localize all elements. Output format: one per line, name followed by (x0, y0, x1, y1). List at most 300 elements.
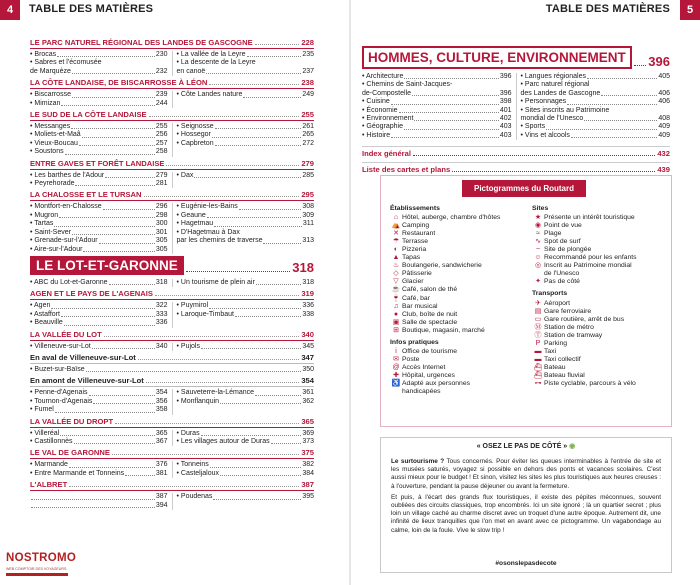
pictogram-item (532, 380, 667, 388)
leader-dots (212, 137, 301, 138)
leader-dots (86, 371, 302, 372)
entry-label: • Tartas (30, 220, 54, 228)
entry-label: • La descente de la Leyre (176, 59, 256, 67)
toc-entry (30, 246, 168, 254)
toc-entry (30, 100, 168, 108)
entry-page: 261 (302, 123, 314, 131)
entry-columns (362, 71, 670, 142)
entry-columns (30, 428, 314, 449)
entry-page: 336 (155, 319, 168, 327)
entry-label: • Vins et alcools (520, 131, 570, 139)
leader-dots (60, 435, 155, 436)
section-title: En amont de Villeneuve-sur-Lot (30, 376, 144, 386)
pictogram-icon: ≈ (536, 230, 540, 238)
entry-page: 403 (499, 123, 512, 131)
entry-page: 237 (302, 67, 314, 75)
entry-column (172, 343, 315, 351)
left-header (0, 0, 350, 22)
entry-column (172, 172, 315, 189)
section-title: LA CÔTE LANDAISE, DE BISCARROSSE À LÉON (30, 78, 208, 88)
entry-page: 340 (155, 342, 168, 350)
pictogram-item (390, 246, 525, 254)
entry-label: • Messanges (30, 123, 71, 131)
leader-dots (74, 443, 155, 444)
leader-dots (601, 95, 657, 96)
entry-column (172, 279, 315, 287)
pictogram-item (390, 303, 525, 311)
toc-entry (30, 212, 168, 220)
toc-entry (362, 115, 512, 123)
toc-entry (362, 73, 512, 81)
toc-section (30, 417, 314, 449)
entry-label: par les chemins de traverse (176, 237, 263, 245)
entry-page: 394 (155, 501, 168, 509)
leader-dots (452, 171, 655, 172)
entry-label: • Penne-d'Agenais (30, 389, 88, 397)
section-page: 319 (301, 289, 314, 299)
pictogram-group-heading: Établissements (390, 205, 440, 212)
leader-dots (571, 137, 657, 138)
entry-label: • Parc naturel régional (520, 81, 590, 89)
section-title: LA VALLÉE DU LOT (30, 329, 102, 339)
entry-page: 336 (302, 302, 314, 310)
leader-dots (103, 209, 155, 210)
pictogram-item (390, 380, 525, 388)
entry-label: • Économie (362, 106, 398, 114)
region-heading (30, 256, 314, 275)
index-label: Index général (362, 149, 411, 159)
entry-columns (30, 201, 314, 255)
toc-entry (521, 98, 671, 106)
toc-right (362, 40, 670, 174)
entry-page: 311 (302, 220, 314, 228)
leader-dots (109, 284, 155, 285)
entry-label: • Vieux-Boucau (30, 139, 78, 147)
entry-page: 398 (499, 98, 512, 106)
section-title: ENTRE GAVES ET FORÊT LANDAISE (30, 158, 165, 168)
entry-page: 232 (155, 67, 168, 75)
pictogram-label: Présente un intérêt touristique (544, 214, 635, 222)
toc-entry (30, 279, 168, 287)
toc-entry (521, 90, 671, 98)
toc-entry (362, 132, 512, 140)
section-heading (30, 376, 314, 387)
toc-entry (177, 68, 315, 76)
toc-entry (362, 123, 512, 131)
section-page: 238 (301, 78, 314, 88)
entry-page: 296 (155, 203, 168, 211)
entry-columns (30, 277, 314, 289)
section-page: 387 (301, 480, 314, 490)
index-link (362, 162, 670, 174)
pictogram-item (532, 316, 667, 324)
pictogram-label: Terrasse (402, 238, 429, 246)
pictogram-label: Pizzeria (402, 246, 427, 254)
leader-dots (125, 475, 155, 476)
entry-label: • Hagetmau (176, 220, 214, 228)
toc-section (30, 38, 314, 78)
entry-label: • Castillonnès (30, 437, 73, 445)
toc-entry (30, 229, 168, 237)
pictogram-label: Boulangerie, sandwicherie (402, 262, 482, 270)
entry-columns (30, 89, 314, 110)
index-page: 439 (657, 165, 670, 175)
toc-entry (362, 81, 512, 89)
entry-column (172, 389, 315, 414)
entry-label: • Laroque-Timbaut (176, 310, 234, 318)
entry-page: 244 (155, 99, 168, 107)
toc-section (30, 448, 314, 480)
pictogram-item (532, 332, 667, 340)
leader-dots (207, 217, 302, 218)
toc-entry (30, 123, 168, 131)
index-link (362, 146, 670, 158)
leader-dots (584, 120, 657, 121)
pictogram-item (390, 388, 525, 396)
entry-page: 396 (499, 89, 512, 97)
pictogram-icon: ⛴ (533, 363, 543, 371)
toc-entry (177, 438, 315, 446)
toc-entry (177, 91, 315, 99)
toc-entry (30, 220, 168, 228)
pictogram-icon: ⛺ (391, 222, 401, 230)
entry-label: • Peyrehorade (30, 180, 75, 188)
entry-label: • Marmande (30, 461, 68, 469)
section-title: En aval de Villeneuve-sur-Lot (30, 352, 136, 362)
pictogram-label: Recommandé pour les enfants (544, 254, 637, 262)
leader-dots (546, 129, 657, 130)
leader-dots (104, 330, 300, 337)
entry-label: • Soustons (30, 148, 64, 156)
entry-page: 345 (302, 342, 314, 350)
toc-entry (30, 59, 168, 67)
pictogram-label: Gare ferroviaire (544, 307, 592, 315)
entry-label: • Capbreton (176, 139, 214, 147)
entry-label: • Personnages (520, 98, 567, 106)
leader-dots (55, 412, 155, 413)
entry-column (172, 461, 315, 478)
toc-entry (30, 502, 168, 510)
entry-label: mondial de l'Unesco (520, 115, 584, 123)
pictogram-item (532, 348, 667, 356)
section-title: LE PARC NATUREL RÉGIONAL DES LANDES DE GASCOGNE (30, 38, 253, 47)
pictogram-item (390, 356, 525, 364)
toc-entry (30, 430, 168, 438)
pictogram-legend-title: Pictogrammes du Routard (462, 180, 586, 197)
entry-columns (30, 49, 314, 78)
pictogram-item (390, 214, 525, 222)
pictogram-item (532, 356, 667, 364)
entry-page: 272 (302, 139, 314, 147)
page-number: 5 (680, 0, 700, 20)
entry-page: 406 (658, 98, 670, 106)
entry-page: 387 (155, 493, 168, 501)
entry-column (30, 461, 168, 478)
entry-column (30, 343, 168, 351)
entry-page: 318 (155, 278, 168, 286)
leader-dots (59, 217, 155, 218)
entry-page: 249 (302, 91, 314, 99)
toc-entry (30, 51, 168, 59)
pictogram-icon: ☺ (534, 254, 542, 262)
toc-entry (177, 430, 315, 438)
toc-entry (30, 461, 168, 469)
section-heading (30, 38, 314, 49)
toc-entry (30, 366, 314, 374)
pictogram-icon: ✕ (393, 230, 399, 238)
toc-section (30, 190, 314, 255)
entry-label: • Geaune (176, 211, 206, 219)
pictogram-label: Point de vue (544, 222, 582, 230)
region-title: LE LOT-ET-GARONNE (30, 256, 184, 275)
pictogram-icon: ▤ (534, 307, 542, 315)
leader-dots (220, 475, 301, 476)
leader-dots (391, 104, 499, 105)
entry-page: 409 (658, 131, 670, 139)
entry-label: • Mimizan (30, 99, 61, 107)
entry-column (30, 279, 168, 287)
section-heading (30, 330, 314, 341)
entry-page: 333 (155, 310, 168, 318)
pictogram-icon: ★ (534, 214, 542, 222)
entry-label: • Biscarrosse (30, 91, 71, 99)
entry-columns (30, 121, 314, 159)
pictogram-item (532, 308, 667, 316)
pictogram-label: Bar musical (402, 302, 438, 310)
leader-dots (413, 155, 655, 156)
pictogram-label: de l'Unesco (544, 270, 580, 278)
entry-page: 301 (155, 228, 168, 236)
entry-label: de Marquèze (30, 67, 71, 75)
toc-entry (30, 237, 168, 245)
entry-page: 401 (499, 106, 512, 114)
entry-page: 338 (302, 310, 314, 318)
toc-entry (177, 470, 315, 478)
section-heading (30, 417, 314, 428)
pictogram-item (390, 286, 525, 294)
entry-label: • La vallée de la Leyre (176, 51, 246, 58)
toc-entry (521, 123, 671, 131)
toc-left (30, 38, 314, 512)
entry-column (30, 123, 168, 157)
entry-column (362, 73, 512, 140)
entry-page: 408 (658, 115, 670, 123)
leader-dots (57, 56, 155, 57)
pictogram-group-heading: Infos pratiques (390, 338, 439, 346)
section-title: LA CHALOSSE ET LE TURSAN (30, 190, 142, 200)
pictogram-icon: ♫ (393, 302, 399, 310)
leader-dots (92, 348, 155, 349)
section-page: 365 (301, 416, 314, 426)
leader-dots (235, 316, 301, 317)
entry-label: • Langues régionales (520, 73, 586, 80)
pictogram-label: Plage (544, 230, 562, 238)
section-page: 340 (301, 329, 314, 339)
entry-column (30, 302, 168, 327)
toc-entry (177, 140, 315, 148)
toc-entry (177, 389, 315, 397)
leader-dots (399, 112, 499, 113)
entry-page: 354 (155, 389, 168, 397)
entry-page: 384 (302, 469, 314, 477)
leader-dots (263, 243, 301, 244)
pictogram-icon: Ⓣ (534, 331, 542, 339)
toc-entry (30, 131, 168, 139)
entry-label: • Puymirol (176, 302, 209, 310)
leader-dots (634, 65, 647, 66)
entry-column (30, 172, 168, 189)
entry-label: • Villeréal (30, 429, 60, 437)
entry-label: des Landes de Gascogne (520, 89, 601, 97)
section-title: AGEN ET LE PAYS DE L'AGENAIS (30, 289, 153, 299)
leader-dots (72, 73, 155, 74)
entry-label: • Sauveterre-la-Lémance (176, 389, 255, 397)
osez-le-pas-de-cote-box (380, 437, 672, 573)
pictogram-label: Office de tourisme (402, 347, 458, 355)
leader-dots (61, 105, 154, 106)
pictogram-label: Spot de surf (544, 238, 581, 246)
right-header (350, 0, 700, 22)
toc-entry (30, 91, 168, 99)
entry-columns (30, 170, 314, 191)
section-heading (30, 480, 314, 491)
pictogram-icon: ✦ (535, 278, 541, 286)
pictogram-item (390, 230, 525, 238)
toc-entry (30, 406, 168, 414)
entry-label: • Tournon-d'Agenais (30, 397, 93, 405)
leader-dots (256, 284, 301, 285)
pictogram-label: Inscrit au Patrimoine mondial (544, 262, 632, 270)
toc-section (30, 159, 314, 191)
culture-heading (362, 46, 670, 69)
leader-dots (51, 308, 154, 309)
toc-entry (177, 237, 315, 245)
entry-page: 356 (155, 397, 168, 405)
entry-columns (30, 387, 314, 416)
entry-page: 235 (302, 51, 314, 58)
entry-label: • D'Hagetmau à Dax (176, 228, 240, 236)
toc-section (30, 289, 314, 329)
pictogram-label: Piste cyclable, parcours à vélo (544, 379, 636, 387)
entry-page: 396 (499, 73, 512, 80)
entry-page: 281 (155, 180, 168, 188)
pictogram-item (532, 278, 667, 286)
entry-label: • Monflanquin (176, 397, 220, 405)
leader-dots (72, 234, 155, 235)
entry-page: 362 (302, 397, 314, 405)
section-page: 279 (301, 158, 314, 168)
pictogram-item (532, 238, 667, 246)
leader-dots (83, 251, 154, 252)
toc-entry (177, 131, 315, 139)
pictogram-label: Bateau (544, 363, 566, 371)
pictogram-label: Parking (544, 339, 568, 347)
toc-entry (30, 389, 168, 397)
section-heading (30, 190, 314, 201)
pictogram-icon: ◐ (393, 246, 399, 254)
leader-dots (271, 443, 302, 444)
entry-label: • Sites inscrits au Patrimoine (520, 106, 610, 114)
pictogram-label: Site de plongée (544, 246, 592, 254)
toc-entry (177, 493, 315, 501)
pictogram-item (390, 348, 525, 356)
entry-column (172, 493, 315, 510)
pictogram-item (390, 364, 525, 372)
entry-page: 406 (658, 89, 670, 97)
leader-dots (146, 376, 300, 383)
entry-label: • Eugénie-les-Bains (176, 203, 238, 211)
note-text: Le surtourisme ? Tous concernés. Pour éviter les queues interminables à l'entrée de site et les musées saturés, voyagez si possible en dehors des ponts et vacances scolaires. C'est aussi mieux pour le budget ! Et sinon, visitez les sites les plus touristiques aux heures creuses : à l'ouverture, pendant la pause déjeuner ou avant la fermeture. Et puis, à l'écart des grands flux touristiques, il existe des pépites méconnues, souvent oubliées des circuits classiques, trop encombrés. Ici un site ignoré ; là un quartier secret ; plus loin un village caché au charme discret avec un troquet d'une autre époque. Autrement dit, une infinité de lieux tranquilles que l'on met en avant avec ce pictogramme. Un vagabondage au calme, loin de la foule. Vive le slow trip ! (391, 458, 661, 534)
pictogram-column-left (390, 205, 525, 396)
toc-entry (177, 220, 315, 228)
leader-dots (255, 38, 300, 45)
entry-label: • Environnement (362, 115, 414, 123)
pictogram-icon: ● (393, 310, 399, 318)
leader-dots (72, 97, 155, 98)
entry-label: • Sports (520, 123, 546, 131)
leader-dots (149, 110, 300, 117)
pictogram-item (532, 340, 667, 348)
section-page: 295 (301, 190, 314, 200)
entry-column (172, 430, 315, 447)
eye-icon: ◉ (569, 443, 576, 450)
pictogram-label: Accès Internet (402, 363, 446, 371)
leader-dots (412, 95, 499, 96)
entry-column (172, 51, 315, 76)
toc-entry (362, 98, 512, 106)
leader-dots (239, 209, 302, 210)
section-title: LE SUD DE LA CÔTE LANDAISE (30, 110, 147, 120)
entry-label: • Les barthes de l'Adour (30, 171, 105, 179)
entry-columns (30, 364, 314, 376)
toc-entry (30, 319, 168, 327)
section-page: 375 (301, 448, 314, 458)
entry-label: • Brocas (30, 51, 57, 58)
leader-dots (82, 137, 155, 138)
leader-dots (155, 289, 299, 296)
leader-dots (89, 395, 155, 396)
pictogram-label: Café, salon de thé (402, 286, 458, 294)
pictogram-icon: ▬ (534, 347, 542, 355)
pictogram-icon: i (395, 347, 397, 355)
section-title: LE VAL DE GARONNE (30, 448, 110, 458)
pictogram-icon: ▽ (393, 278, 399, 286)
toc-entry (177, 51, 315, 59)
leader-dots (215, 128, 302, 129)
pictogram-item (390, 327, 525, 335)
entry-page: 265 (302, 131, 314, 139)
entry-page: 318 (302, 278, 314, 286)
leader-dots (210, 467, 302, 468)
section-heading (30, 353, 314, 364)
section-heading (30, 289, 314, 300)
toc-entry (30, 398, 168, 406)
entry-label: • Poudenas (176, 493, 213, 501)
entry-page: 382 (302, 461, 314, 469)
section-title: LA VALLÉE DU DROPT (30, 416, 114, 426)
entry-label: • Grenade-sur-l'Adour (30, 237, 98, 245)
pictogram-item (532, 254, 667, 262)
leader-dots (93, 403, 154, 404)
entry-page: 395 (302, 493, 314, 501)
entry-column (30, 389, 168, 414)
pictogram-column-right (532, 205, 667, 388)
entry-page: 239 (155, 91, 168, 99)
toc-entry (30, 311, 168, 319)
entry-column (30, 203, 168, 253)
leader-dots (587, 78, 657, 79)
pictogram-label: Café, bar (402, 294, 430, 302)
